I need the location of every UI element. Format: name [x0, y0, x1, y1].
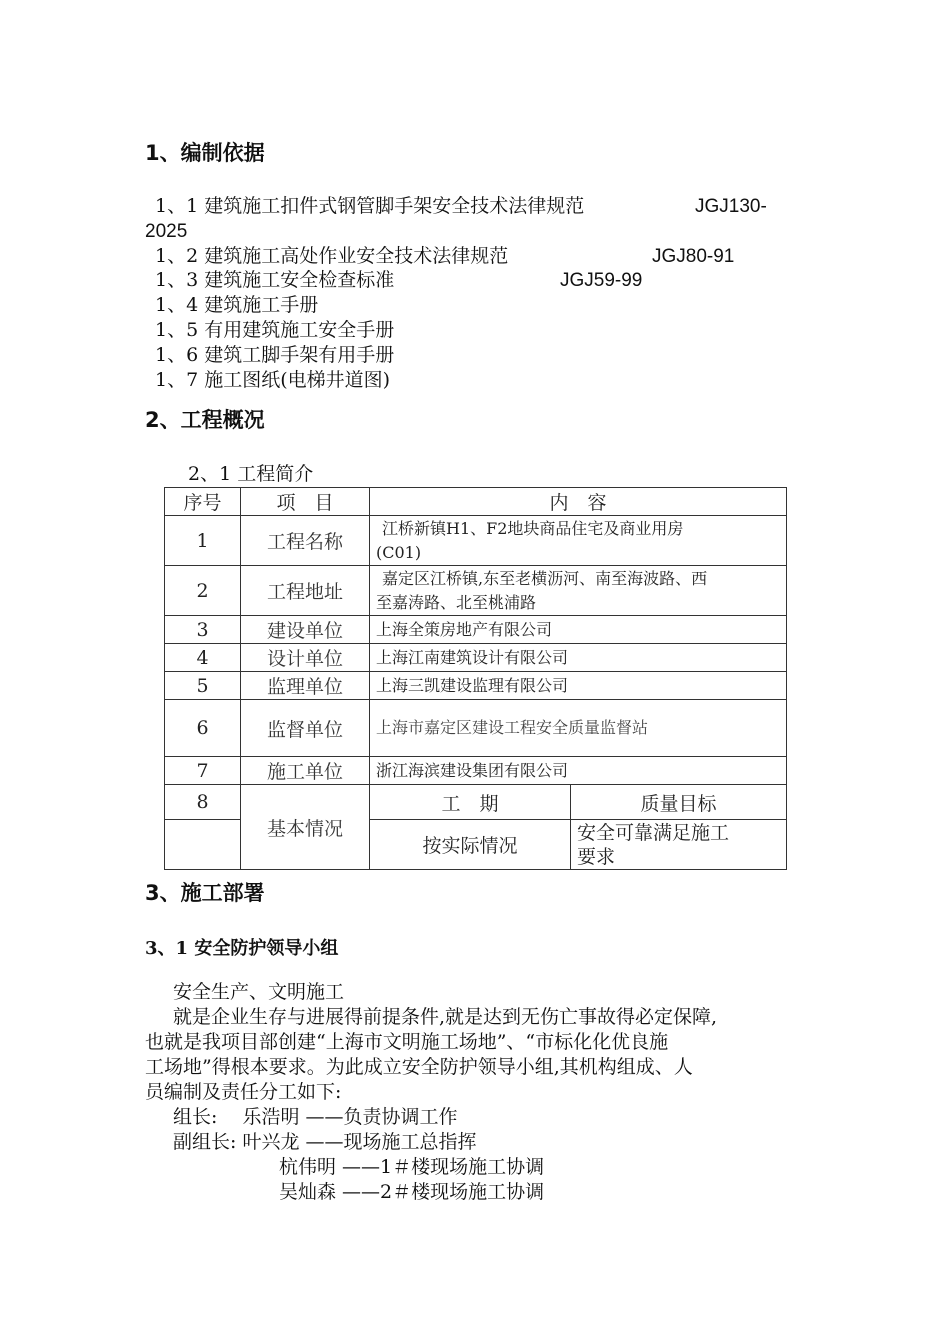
reference-code-3: JGJ59-99: [560, 270, 643, 291]
deployment-subtitle: 3、1 安全防护领导小组: [145, 938, 339, 959]
row-content-line: 至嘉涛路、北至桃浦路: [376, 592, 537, 612]
row-content: 上海三凯建设监理有限公司: [370, 672, 787, 700]
period-value: 按实际情况: [370, 820, 571, 870]
row-no: 8: [165, 785, 241, 820]
quality-value: [571, 820, 787, 870]
row-content-line: (C01): [376, 542, 422, 562]
quality-label: 质量目标: [571, 785, 787, 820]
table-row: [165, 566, 787, 616]
paragraph-line: 就是企业生存与进展得前提条件,就是达到无伤亡事故得必定保障,: [173, 1006, 718, 1028]
row-item: 监理单位: [241, 672, 370, 700]
row-content: [370, 516, 787, 566]
table-row: [165, 757, 787, 785]
reference-item-2: 1、2 建筑施工高处作业安全技术法律规范: [155, 245, 509, 267]
row-content: 浙江海滨建设集团有限公司: [370, 757, 787, 785]
table-header-row: [165, 488, 787, 516]
row-item: 基本情况: [241, 785, 370, 870]
row-no: 4: [165, 644, 241, 672]
table-row: [165, 700, 787, 757]
header-no: 序号: [165, 488, 241, 516]
table-row: [165, 785, 787, 820]
project-info-table: [164, 487, 787, 870]
row-no: 3: [165, 616, 241, 644]
reference-item-7: 1、7 施工图纸(电梯井道图): [155, 369, 391, 391]
row-content: 上海全策房地产有限公司: [370, 616, 787, 644]
reference-code-1: JGJ130-: [695, 196, 767, 217]
row-item: 工程名称: [241, 516, 370, 566]
row-content: [370, 566, 787, 616]
reference-item-6: 1、6 建筑工脚手架有用手册: [155, 344, 395, 366]
paragraph-line: 安全生产、文明施工: [173, 981, 345, 1003]
paragraph-line: 工场地”得根本要求。为此成立安全防护领导小组,其机构组成、人: [145, 1056, 693, 1078]
row-no: 7: [165, 757, 241, 785]
member-line: 副组长: 叶兴龙 ——现场施工总指挥: [173, 1131, 477, 1153]
row-no: 1: [165, 516, 241, 566]
reference-code-1-wrap: 2025: [145, 221, 188, 242]
row-content-line: 嘉定区江桥镇,东至老横沥河、南至海波路、西: [382, 568, 708, 588]
header-content: 内 容: [370, 488, 787, 516]
reference-item-1: 1、1 建筑施工扣件式钢管脚手架安全技术法律规范: [155, 195, 585, 217]
row-item: 设计单位: [241, 644, 370, 672]
overview-subtitle: 2、1 工程简介: [188, 463, 314, 485]
member-line: 吴灿森 ——2＃楼现场施工协调: [279, 1181, 545, 1203]
reference-item-4: 1、4 建筑施工手册: [155, 294, 319, 316]
table-row: [165, 516, 787, 566]
section-title-2: 2、工程概况: [145, 408, 265, 432]
quality-value-line: 安全可靠满足施工: [577, 821, 730, 844]
row-no-empty: [165, 820, 241, 870]
row-content: 上海市嘉定区建设工程安全质量监督站: [370, 700, 787, 757]
paragraph-line: 员编制及责任分工如下:: [145, 1081, 342, 1103]
row-no: 5: [165, 672, 241, 700]
reference-item-5: 1、5 有用建筑施工安全手册: [155, 319, 395, 341]
row-content-line: 江桥新镇H1、F2地块商品住宅及商业用房: [382, 518, 684, 538]
row-no: 2: [165, 566, 241, 616]
row-content: 上海江南建筑设计有限公司: [370, 644, 787, 672]
paragraph-line: 也就是我项目部创建“上海市文明施工场地”、“市标化化优良施: [145, 1031, 669, 1053]
row-item: 建设单位: [241, 616, 370, 644]
section-title-1: 1、编制依据: [145, 141, 265, 165]
row-no: 6: [165, 700, 241, 757]
row-item: 施工单位: [241, 757, 370, 785]
header-item: 项 目: [241, 488, 370, 516]
row-item: 监督单位: [241, 700, 370, 757]
table-row: [165, 644, 787, 672]
member-line: 杭伟明 ——1＃楼现场施工协调: [279, 1156, 545, 1178]
section-title-3: 3、施工部署: [145, 881, 265, 905]
quality-value-line: 要求: [577, 845, 616, 868]
reference-code-2: JGJ80-91: [652, 246, 735, 267]
table-row: [165, 672, 787, 700]
reference-item-3: 1、3 建筑施工安全检查标准: [155, 269, 395, 291]
member-line: 组长: 乐浩明 ——负责协调工作: [173, 1106, 458, 1128]
period-label: 工 期: [370, 785, 571, 820]
row-item: 工程地址: [241, 566, 370, 616]
table-row: [165, 616, 787, 644]
